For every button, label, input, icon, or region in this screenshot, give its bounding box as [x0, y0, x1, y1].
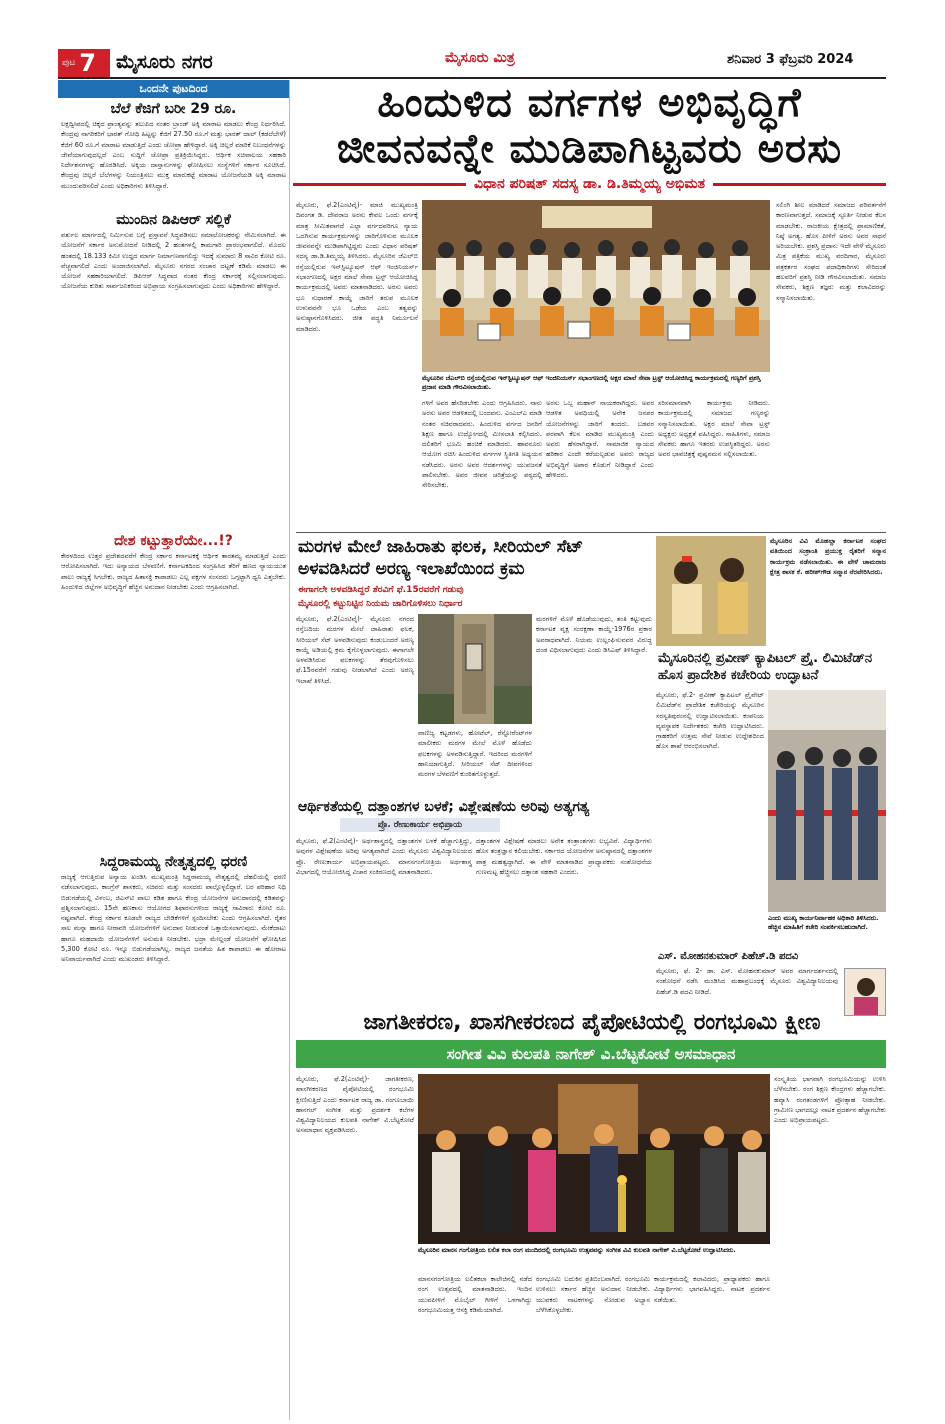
lead-right-column: ಸಲಿಂಗಿ ಶೀಲ ಮಾಡಿದರೆ ಸಮಾಜದ ಪರಿವರ್ತನೆಗೆ ಕಾರಣವಾಗುತ್ತದೆ. ಸಮಾಜಕ್ಕೆ ಸ್ಫೂರ್ತಿ ನೀಡುವ ಕೆಲಸ ಮಾಡಬೇಕು. ರಾಜಕೀಯ ಕ್ಷೇತ್ರದಲ್ಲಿ ಪ್ರಾಮಾಣಿಕತೆ, ನಿಷ್ಠೆ ಅಗತ್ಯ. ಹೊಸ ಪೀಳಿಗೆ ಅರಸು ಅವರ ಸಾಧನೆ ಅರಿಯಬೇಕು. ಪ್ರಶಸ್ತಿ ಪ್ರದಾನ: ಇದೇ ವೇಳೆ ಮೈಸೂರು ಮಿತ್ರ ಪತ್ರಿಕೆಯ ಮುಖ್ಯ ವರದಿಗಾರ, ಮೈಸೂರು ಪತ್ರಕರ್ತರ ಸಂಘದ ಪದಾಧಿಕಾರಿಗಳು ಸೇರಿದಂತೆ ಹಲವರಿಗೆ ಪ್ರಶಸ್ತಿ ನೀಡಿ ಗೌರವಿಸಲಾಯಿತು. ಸಮಾಜ ಸೇವಕರು, ಶಿಕ್ಷಣ ತಜ್ಞರು ಮತ್ತು ಕಲಾವಿದರನ್ನು ಸನ್ಮಾನಿಸಲಾಯಿತು. [776, 201, 886, 302]
page-label: ಪುಟ [62, 57, 76, 68]
theatre-column-3: ರಂಗಭೂಮಿ ಬದುಕಿನ ಪ್ರತಿಬಿಂಬವಾಗಿದೆ. ರಂಗಭೂಮಿ ಉಳಿಸಲು ಸರ್ಕಾರ ಹೆಚ್ಚಿನ ಅನುದಾನ ನೀಡಬೇಕು. ಯುವಕರು ನಾಟಕಗಳನ್ನು ನೋಡುವ ಅಭ್ಯಾಸ ಬೆಳೆಸಿಕೊಳ್ಳಬೇಕು. [536, 1275, 650, 1314]
theatre-column-1: ಮೈಸೂರು, ಫೆ.2(ಎಂಟಿವೈ)- ಜಾಗತೀಕರಣ, ಖಾಸಗೀಕರಣದ ಪೈಪೋಟಿಯಲ್ಲಿ ರಂಗಭೂಮಿ ಕ್ಷೀಣಿಸುತ್ತಿದೆ ಎಂದು ಕರ್ನಾಟಕ ರಾಜ್ಯ ಡಾ. ಗಂಗೂಬಾಯಿ ಹಾನಗಲ್ ಸಂಗೀತ ಮತ್ತು ಪ್ರದರ್ಶಕ ಕಲೆಗಳ ವಿಶ್ವವಿದ್ಯಾನಿಲಯದ ಕುಲಪತಿ ನಾಗೇಶ್ ವಿ.ಬೆಟ್ಟಕೋಟೆ ಅಸಮಾಧಾನ ವ್ಯಕ್ತಪಡಿಸಿದರು. [296, 1075, 414, 1135]
phd-notice-body: ಮೈಸೂರು, ಫೆ. 2- ಡಾ. ಎಸ್. ಮೋಹನಕುಮಾರ್ ಅವರ ಮಾರ್ಗದರ್ಶನದಲ್ಲಿ ಸಂಶೋಧನೆ ನಡೆಸಿ ಮಂಡಿಸಿದ ಮಹಾಪ್ರಬಂಧಕ್ಕೆ ಮೈಸೂರು ವಿಶ್ವವಿದ್ಯಾನಿಲಯವು ಪಿಹೆಚ್.ಡಿ ಪದವಿ ನೀಡಿದೆ. [656, 967, 838, 996]
lead-column-2: ಗಳಿಗೆ ಅವರ ಹೆಸರಿಡಬೇಕು ಎಂದು ಆಗ್ರಹಿಸಿದರು. ನಾನು ಅರಸು ಅವರ ಆಡಳಿತದಲ್ಲಿ ಬಂದವನು. ಎಂಎಲ್‌ಎ ಮಾಡಿ ನಂತರ ಸಚಿವರಾದವರು. ಹಿಂದುಳಿದ ವರ್ಗದ ಜನರಿಗೆ ಶಿಕ್ಷಣ ಹಾಗೂ ಉದ್ಯೋಗದಲ್ಲಿ ಮೀಸಲಾತಿ ಕಲ್ಪಿಸಿದರು. ದಲಿತರಿಗೆ ಭೂಮಿ ಹಂಚಿಕೆ ಮಾಡಿದರು. ಹಾವನೂರು ಆಯೋಗ ರಚಿಸಿ ಹಿಂದುಳಿದ ವರ್ಗಗಳ ಸ್ಥಿತಿಗತಿ ಅಧ್ಯಯನ ನಡೆಸಿದರು. ಅರಸು ಅವರ ಆದರ್ಶಗಳನ್ನು ಯುವಜನತೆ ಪಾಲಿಸಬೇಕು. ಅವರ ಜೀವನ ಚರಿತ್ರೆಯನ್ನು ಪಠ್ಯದಲ್ಲಿ ಸೇರಿಸಬೇಕು. [422, 399, 542, 490]
theatre-subhead: ಸಂಗೀತ ವಿವಿ ಕುಲಪತಿ ನಾಗೇಶ್ ವಿ.ಬೆಟ್ಟಕೋಟೆ ಅಸಮಾಧಾನ [296, 1040, 886, 1068]
finance-headline[interactable]: ಆರ್ಥಿಕತೆಯಲ್ಲಿ ದತ್ತಾಂಶಗಳ ಬಳಕೆ; ವಿಶ್ಲೇಷಣೆಯ ಅರಿವು ಅತ್ಯಗತ್ಯ [298, 799, 590, 815]
forest-column-3: ಮರಗಳಿಗೆ ಮೊಳೆ ಹೊಡೆಯುವುದು, ತಂತಿ ಕಟ್ಟುವುದು ಕರ್ನಾಟಕ ವೃಕ್ಷ ಸಂರಕ್ಷಣಾ ಕಾಯ್ದೆ-1976ರ ಪ್ರಕಾರ ಅಪರಾಧವಾಗಿದೆ. ನಿಯಮ ಉಲ್ಲಂಘಿಸುವವರ ವಿರುದ್ಧ ದಂಡ ವಿಧಿಸಲಾಗುವುದು ಎಂದು ಡಿಸಿಎಫ್ ತಿಳಿಸಿದ್ದಾರೆ. [536, 615, 652, 654]
photo-caption: ಮೈಸೂರಿನ ಜೆಎಲ್‌ಬಿ ರಸ್ತೆಯಲ್ಲಿರುವ ಇನ್‌ಸ್ಟಿಟ್ಯೂಷನ್ ಆಫ್ ಇಂಜಿನಿಯರ್ಸ್ ಸಭಾಂಗಣದಲ್ಲಿ ಅಕ್ಷರ ಮಾಲೆ ಸೇವಾ ಟ್ರಸ್ಟ್ ಆಯೋಜಿಸಿದ್ದ ಕಾರ್ಯಕ್ರಮದಲ್ಲಿ ಗಣ್ಯರಿಗೆ ಪ್ರಶಸ್ತಿ ಪ್ರದಾನ ಮಾಡಿ ಗೌರವಿಸಲಾಯಿತು. [422, 374, 761, 391]
lead-subhead-bar [293, 174, 886, 194]
forest-column-2: ವಾಣಿಜ್ಯ ಕಟ್ಟಡಗಳು, ಹೋಟೆಲ್, ರೆಸ್ಟೋರೆಂಟ್‌ಗಳ ಮಾಲೀಕರು ಮರಗಳ ಮೇಲೆ ಮೊಳೆ ಹೊಡೆದು ಫಲಕಗಳನ್ನು ಅಳವಡಿಸುತ್ತಿದ್ದಾರೆ. ಇದರಿಂದ ಮರಗಳಿಗೆ ಹಾನಿಯಾಗುತ್ತಿದೆ. ಸೀರಿಯಲ್ ಸೆಟ್ ದೀಪಗಳಿಂದ ಮರಗಳ ಬೆಳವಣಿಗೆ ಕುಂಠಿತಗೊಳ್ಳುತ್ತದೆ. [418, 729, 532, 779]
lead-column-3: ಅರಸು ಒಬ್ಬ ಮಹಾನ್ ನಾಯಕರಾಗಿದ್ದರು. ಅವರ ಆಡಳಿತ ಅವಧಿಯಲ್ಲಿ ಅನೇಕ ಜನಪರ ಯೋಜನೆಗಳನ್ನು ಜಾರಿಗೆ ತಂದರು. ಬಡವರ ಪರವಾಗಿ ಕೆಲಸ ಮಾಡಿದ ಮುಖ್ಯಮಂತ್ರಿ ಎಂದು ಅವರು ಹೆಸರಾಗಿದ್ದಾರೆ. ಸಾಮಾಜಿಕ ನ್ಯಾಯದ ಹರಿಕಾರ ಎಂದೇ ಕರೆಯಲ್ಪಡುವ ಅವರು ರಾಜ್ಯದ ಅಭಿವೃದ್ಧಿಗೆ ಅಪಾರ ಕೊಡುಗೆ ನೀಡಿದ್ದಾರೆ ಎಂದು ಹೇಳಿದರು. [546, 399, 654, 480]
office-column-1: ಮೈಸೂರು, ಫೆ.2- ಪ್ರವೀಣ್ ಕ್ಯಾಪಿಟಲ್ ಪ್ರೈವೇಟ್ ಲಿಮಿಟೆಡ್‌ನ ಪ್ರಾದೇಶಿಕ ಕಚೇರಿಯನ್ನು ಮೈಸೂರಿನ ಸರಸ್ವತಿಪುರಂನಲ್ಲಿ ಉದ್ಘಾಟಿಸಲಾಯಿತು. ಕಂಪನಿಯ ವ್ಯವಸ್ಥಾಪಕ ನಿರ್ದೇಶಕರು ಕಚೇರಿ ಉದ್ಘಾಟಿಸಿದರು. ಗ್ರಾಹಕರಿಗೆ ಉತ್ತಮ ಸೇವೆ ನೀಡುವ ಉದ್ದೇಶದಿಂದ ಹೊಸ ಶಾಖೆ ಆರಂಭಿಸಲಾಗಿದೆ. [656, 691, 764, 751]
office-photo-caption: ಎಂದು ಮುಖ್ಯ ಕಾರ್ಯನಿರ್ವಾಹಕ ಅಧಿಕಾರಿ ತಿಳಿಸಿದರು. ಹೆಚ್ಚಿನ ಮಾಹಿತಿಗೆ ಕಚೇರಿ ಸಂಪರ್ಕಿಸಬಹುದಾಗಿದೆ. [768, 914, 879, 931]
masthead [0, 0, 945, 78]
office-inauguration-photo [768, 690, 886, 912]
section-divider [296, 532, 886, 533]
theatre-festival-photo [418, 1074, 770, 1244]
page-badge [58, 49, 110, 77]
story-body: ಕೇರಳದಿಂದ ಉತ್ತರ ಪ್ರದೇಶದವರೆಗೆ ಕೇಂದ್ರ ಸರ್ಕಾರ ಕರ್ನಾಟಕಕ್ಕೆ ಆರ್ಥಿಕ ತಾರತಮ್ಯ ಮಾಡುತ್ತಿದೆ ಎಂದು ಆರೋಪಿಸಲಾಗಿದೆ. ಇದು ಅನ್ಯಾಯದ ಬೆಳವಣಿಗೆ. ಕರ್ನಾಟಕದಿಂದ ಸಂಗ್ರಹಿಸಿದ ತೆರಿಗೆ ಹಣದ ನ್ಯಾಯಯುತ ಪಾಲು ರಾಜ್ಯಕ್ಕೆ ಸಿಗಬೇಕು. ರಾಜ್ಯದ ಹಿತಾಸಕ್ತಿ ಕಾಪಾಡಲು ಎಲ್ಲ ಪಕ್ಷಗಳ ಸಂಸದರು ಒಗ್ಗಟ್ಟಾಗಿ ಧ್ವನಿ ಎತ್ತಬೇಕು. ಹಿಂದುಳಿದ ಜಿಲ್ಲೆಗಳ ಅಭಿವೃದ್ಧಿಗೆ ಹೆಚ್ಚಿನ ಅನುದಾನ ನೀಡಬೇಕು ಎಂದು ಆಗ್ರಹಿಸಲಾಗಿದೆ. [61, 552, 286, 591]
subhead-rule [293, 183, 466, 186]
newspaper-name: ಮೈಸೂರು ಮಿತ್ರ [445, 50, 515, 66]
story-body: ರಾಜ್ಯಕ್ಕೆ ಆಗುತ್ತಿರುವ ಅನ್ಯಾಯ ಖಂಡಿಸಿ ಮುಖ್ಯಮಂತ್ರಿ ಸಿದ್ದರಾಮಯ್ಯ ನೇತೃತ್ವದಲ್ಲಿ ದೆಹಲಿಯಲ್ಲಿ ಧರಣಿ ನಡೆಸಲಾಗುವುದು. ಕಾಂಗ್ರೆಸ್ ಶಾಸಕರು, ಸಚಿವರು ಮತ್ತು ಸಂಸದರು ಪಾಲ್ಗೊಳ್ಳಲಿದ್ದಾರೆ. ಬರ ಪರಿಹಾರ ನಿಧಿ ಬಿಡುಗಡೆಯಲ್ಲಿ ವಿಳಂಬ, ಜಿಎಸ್‌ಟಿ ಪಾಲು ಕಡಿತ ಹಾಗೂ ಕೇಂದ್ರ ಯೋಜನೆಗಳ ಅನುದಾನದಲ್ಲಿ ಕಡಿತವನ್ನು ಪ್ರಶ್ನಿಸಲಾಗುವುದು. 15ನೇ ಹಣಕಾಸು ಆಯೋಗದ ಶಿಫಾರಸುಗಳಿಂದ ರಾಜ್ಯಕ್ಕೆ ಸಾವಿರಾರು ಕೋಟಿ ರೂ. ನಷ್ಟವಾಗಿದೆ. ಕೇಂದ್ರ ಸರ್ಕಾರ ಕೂಡಲೇ ರಾಜ್ಯದ ಬೇಡಿಕೆಗಳಿಗೆ ಸ್ಪಂದಿಸಬೇಕು ಎಂದು ಆಗ್ರಹಿಸಲಾಗಿದೆ. ರೈತರ ಸಾಲ ಮನ್ನಾ ಹಾಗೂ ನೀರಾವರಿ ಯೋಜನೆಗಳಿಗೆ ಅನುದಾನ ನೀಡುವಂತೆ ಒತ್ತಾಯಿಸಲಾಗುವುದು. ಮೇಕೆದಾಟು ಹಾಗೂ ಮಹದಾಯಿ ಯೋಜನೆಗಳಿಗೆ ಅನುಮತಿ ನೀಡಬೇಕು. ಭದ್ರಾ ಮೇಲ್ದಂಡೆ ಯೋಜನೆಗೆ ಘೋಷಿಸಿದ 5,300 ಕೋಟಿ ರೂ. ಇನ್ನೂ ಬಿಡುಗಡೆಯಾಗಿಲ್ಲ. ರಾಜ್ಯದ ಜನತೆಯ ಹಿತ ಕಾಪಾಡಲು ಈ ಹೋರಾಟ ಅನಿವಾರ್ಯವಾಗಿದೆ ಎಂದು ಮುಖಂಡರು ತಿಳಿಸಿದ್ದಾರೆ. [61, 873, 286, 964]
story-headline[interactable]: ಮುಂದಿನ ಡಿಪಿಆರ್ ಸಲ್ಲಿಕೆ [116, 212, 231, 228]
forest-column-1: ಮೈಸೂರು, ಫೆ.2(ಎಂಟಿವೈ)- ಮೈಸೂರು ನಗರದ ರಸ್ತೆಬದಿಯ ಮರಗಳ ಮೇಲೆ ಜಾಹಿರಾತು ಫಲಕ, ಸೀರಿಯಲ್ ಸೆಟ್ ಅಳವಡಿಸುವುದು ಕಂಡುಬಂದರೆ ಅರಣ್ಯ ಕಾಯ್ದೆ ಅಡಿಯಲ್ಲಿ ಕ್ರಮ ಕೈಗೊಳ್ಳಲಾಗುವುದು. ಈಗಾಗಲೇ ಅಳವಡಿಸಿರುವ ಫಲಕಗಳನ್ನು ತೆರವುಗೊಳಿಸಲು ಫೆ.15ರವರೆಗೆ ಗಡುವು ನೀಡಲಾಗಿದೆ ಎಂದು ಅರಣ್ಯ ಇಲಾಖೆ ತಿಳಿಸಿದೆ. [296, 615, 414, 685]
story-headline[interactable]: ಸಿದ್ದರಾಮಯ್ಯ ನೇತೃತ್ವದಲ್ಲಿ ಧರಣಿ [99, 854, 248, 870]
forest-bullet-2: ಮೈಸೂರಲ್ಲಿ ಕಟ್ಟುನಿಟ್ಟಿನ ನಿಯಮ ಜಾರಿಗೊಳಿಸಲು ನಿರ್ಧಾರ [298, 599, 463, 609]
theatre-headline[interactable]: ಜಾಗತೀಕರಣ, ಖಾಸಗೀಕರಣದ ಪೈಪೋಟಿಯಲ್ಲಿ ರಂಗಭೂಮಿ ಕ್ಷೀಣ [363, 1010, 821, 1035]
lead-column-1: ಮೈಸೂರು, ಫೆ.2(ಎಂಟಿವೈ)- ಮಾಜಿ ಮುಖ್ಯಮಂತ್ರಿ ದಿವಂಗತ ಡಿ. ದೇವರಾಜ ಅರಸು ಕೇವಲ ಒಂದು ವರ್ಗಕ್ಕೆ ಮಾತ್ರ ಸೀಮಿತವಾಗದೆ ಎಲ್ಲಾ ವರ್ಗದವರಿಗೂ ನ್ಯಾಯ ಒದಗಿಸುವ ಕಾರ್ಯಕ್ರಮಗಳನ್ನು ಜಾರಿಗೊಳಿಸುವ ಮೂಲಕ ಜೀವನವನ್ನೇ ಮುಡಿಪಾಗಿಟ್ಟಿದ್ದರು ಎಂದು ವಿಧಾನ ಪರಿಷತ್ ಸದಸ್ಯ ಡಾ.ಡಿ.ತಿಮ್ಮಯ್ಯ ತಿಳಿಸಿದರು. ಮೈಸೂರಿನ ಜೆಎಲ್‌ಬಿ ರಸ್ತೆಯಲ್ಲಿರುವ ಇನ್‌ಸ್ಟಿಟ್ಯೂಷನ್ ಆಫ್ ಇಂಜಿನಿಯರ್ಸ್ ಸಭಾಂಗಣದಲ್ಲಿ ಅಕ್ಷರ ಮಾಲೆ ಸೇವಾ ಟ್ರಸ್ಟ್ ಆಯೋಜಿಸಿದ್ದ ಕಾರ್ಯಕ್ರಮದಲ್ಲಿ ಅವರು ಮಾತನಾಡಿದರು. ಅರಸು ಅವರು ಭೂ ಸುಧಾರಣೆ ಕಾಯ್ದೆ ಜಾರಿಗೆ ತರುವ ಮೂಲಕ ಉಳುವವನೇ ಭೂ ಒಡೆಯ ಎಂಬ ತತ್ವವನ್ನು ಅನುಷ್ಠಾನಗೊಳಿಸಿದರು. ಜೀತ ಪದ್ಧತಿ ನಿರ್ಮೂಲನೆ ಮಾಡಿದರು. [296, 201, 418, 333]
lead-subhead: ವಿಧಾನ ಪರಿಷತ್ ಸದಸ್ಯ ಡಾ. ಡಿ.ತಿಮ್ಮಯ್ಯ ಅಭಿಮತ [473, 176, 706, 192]
theatre-column-4: ಕಾರ್ಯಕ್ರಮದಲ್ಲಿ ಕಲಾವಿದರು, ಪ್ರಾಧ್ಯಾಪಕರು ಹಾಗೂ ವಿದ್ಯಾರ್ಥಿಗಳು ಭಾಗವಹಿಸಿದ್ದರು. ನಾಟಕ ಪ್ರದರ್ಶನ ನಡೆಯಿತು. [654, 1275, 770, 1304]
theatre-right-column: ಸಂಸ್ಕೃತಿಯ ಭಾಗವಾಗಿ ರಂಗಭೂಮಿಯನ್ನು ಉಳಿಸಿ ಬೆಳೆಸಬೇಕು. ರಂಗ ಶಿಕ್ಷಣ ಕೇಂದ್ರಗಳು ಹೆಚ್ಚಾಗಬೇಕು. ಹವ್ಯಾಸಿ ರಂಗತಂಡಗಳಿಗೆ ಪ್ರೋತ್ಸಾಹ ನೀಡಬೇಕು. ಗ್ರಾಮೀಣ ಭಾಗದಲ್ಲೂ ನಾಟಕ ಪ್ರದರ್ಶನ ಹೆಚ್ಚಾಗಬೇಕು ಎಂದು ಅಭಿಪ್ರಾಯಪಟ್ಟರು. [774, 1075, 886, 1125]
farmers-felicitation-photo [656, 536, 766, 646]
story-body: ವರ್ತುಲ ಮಾರ್ಗದಲ್ಲಿ ನಿರ್ಮಿಸುವ ಬಗ್ಗೆ ಪ್ರಸ್ತಾವನೆ ಸಿದ್ಧಪಡಿಸಲು ಸಮಾಲೋಚಕರನ್ನು ನೇಮಿಸಲಾಗಿದೆ. ಈ ಯೋಜನೆಗೆ ಸರ್ಕಾರ ಅನುಮೋದನೆ ನೀಡಿದಲ್ಲಿ 2 ಹಂತಗಳಲ್ಲಿ ಕಾಮಗಾರಿ ಪ್ರಾರಂಭವಾಗಲಿದೆ. ಮೊದಲ ಹಂತದಲ್ಲಿ 18.133 ಕಿಮೀ ಉದ್ದದ ಮಾರ್ಗ ನಿರ್ಮಾಣವಾಗಲಿದ್ದು ಇದಕ್ಕೆ ಸುಮಾರು 8 ಸಾವಿರ ಕೋಟಿ ರೂ. ವೆಚ್ಚವಾಗಲಿದೆ ಎಂದು ಅಂದಾಜಿಸಲಾಗಿದೆ. ಮೈಸೂರು ನಗರದ ಸಂಚಾರ ದಟ್ಟಣೆ ಕಡಿಮೆ ಮಾಡಲು ಈ ಯೋಜನೆ ಸಹಕಾರಿಯಾಗಲಿದೆ. ಡಿಪಿಆರ್ ಸಿದ್ಧವಾದ ನಂತರ ಕೇಂದ್ರ ಸರ್ಕಾರಕ್ಕೆ ಸಲ್ಲಿಸಲಾಗುವುದು. ಯೋಜನೆಯ ಕುರಿತು ಸಾರ್ವಜನಿಕರಿಂದ ಅಭಿಪ್ರಾಯ ಸಂಗ್ರಹಿಸಲಾಗುವುದು ಎಂದು ಅಧಿಕಾರಿಗಳು ಹೇಳಿದ್ದಾರೆ. [61, 231, 286, 291]
office-headline[interactable]: ಮೈಸೂರಿನಲ್ಲಿ ಪ್ರವೀಣ್ ಕ್ಯಾಪಿಟಲ್ ಪ್ರೈ. ಲಿಮಿಟೆಡ್‌ನ ಹೊಸ ಪ್ರಾದೇಶಿಕ ಕಚೇರಿಯ ಉದ್ಘಾಟನೆ [658, 651, 873, 683]
finance-column-1: ಮೈಸೂರು, ಫೆ.2(ಎಂಟಿವೈ)- ಅರ್ಥಶಾಸ್ತ್ರದಲ್ಲಿ ದತ್ತಾಂಶಗಳ ಬಳಕೆ ಹೆಚ್ಚಾಗುತ್ತಿದ್ದು, ಅವುಗಳ ವಿಶ್ಲೇಷಣೆಯ ಅರಿವು ಅಗತ್ಯವಾಗಿದೆ ಎಂದು ಮೈಸೂರು ವಿಶ್ವವಿದ್ಯಾನಿಲಯದ ಪ್ರೊ. ರೇಣುಕಾರ್ಯ ಅಭಿಪ್ರಾಯಪಟ್ಟರು. ಮಾನಸಗಂಗೋತ್ರಿಯ ಅರ್ಥಶಾಸ್ತ್ರ ವಿಭಾಗದಲ್ಲಿ ಆಯೋಜಿಸಿದ್ದ ವಿಚಾರ ಸಂಕಿರಣದಲ್ಲಿ ಮಾತನಾಡಿದರು. [296, 837, 472, 876]
theatre-column-2: ಮಾನಸಗಂಗೋತ್ರಿಯ ಲಲಿತಕಲಾ ಕಾಲೇಜಿನಲ್ಲಿ ನಡೆದ ರಂಗ ಉತ್ಸವದಲ್ಲಿ ಮಾತನಾಡಿದರು. ಇಂದಿನ ಯುವಪೀಳಿಗೆ ಮೊಬೈಲ್ ಗೀಳಿಗೆ ಒಳಗಾಗಿದ್ದು ರಂಗಭೂಮಿಯತ್ತ ಆಸಕ್ತಿ ಕಡಿಮೆಯಾಗಿದೆ. [418, 1275, 532, 1314]
lead-column-4: ಸರಿಸಮಾನವಾಗಿ ಕಾರ್ಯಕ್ರಮ ನೀಡಿದರು. ಕಾರ್ಯಕ್ರಮದಲ್ಲಿ ಸಮಾಜದ ಗಣ್ಯರನ್ನು ಸನ್ಮಾನಿಸಲಾಯಿತು. ಅಕ್ಷರ ಮಾಲೆ ಸೇವಾ ಟ್ರಸ್ಟ್ ಅಧ್ಯಕ್ಷರು ಅಧ್ಯಕ್ಷತೆ ವಹಿಸಿದ್ದರು. ಸಾಹಿತಿಗಳು, ಸಮಾಜ ಸೇವಕರು ಹಾಗೂ ಇತರರು ಉಪಸ್ಥಿತರಿದ್ದರು. ಅರಸು ಅವರ ಭಾವಚಿತ್ರಕ್ಕೆ ಪುಷ್ಪನಮನ ಸಲ್ಲಿಸಲಾಯಿತು. [658, 399, 770, 459]
left-column [58, 80, 290, 1420]
finance-column-2: ದತ್ತಾಂಶಗಳ ವಿಶ್ಲೇಷಣೆ ಮಾಡಲು ಅನೇಕ ತಂತ್ರಾಂಶಗಳು ಲಭ್ಯವಿವೆ. ವಿದ್ಯಾರ್ಥಿಗಳು ಹೊಸ ತಂತ್ರಜ್ಞಾನ ಕಲಿಯಬೇಕು. ಸರ್ಕಾರದ ಯೋಜನೆಗಳ ಅನುಷ್ಠಾನದಲ್ಲಿ ದತ್ತಾಂಶಗಳ ಪಾತ್ರ ಮಹತ್ವದ್ದಾಗಿದೆ. ಈ ವೇಳೆ ಮಾತನಾಡಿದ ಪ್ರಾಧ್ಯಾಪಕರು ಸಂಶೋಧನೆಯ ಗುಣಮಟ್ಟ ಹೆಚ್ಚಿಸಲು ದತ್ತಾಂಶ ಸಹಕಾರಿ ಎಂದರು. [476, 837, 652, 876]
story-headline[interactable]: ದೇಶ ಕಟ್ಟುತ್ತಾರೆಯೇ...!? [58, 533, 289, 549]
finance-byline: ಪ್ರೊ. ರೇಣುಕಾರ್ಯ ಅಭಿಪ್ರಾಯ [340, 818, 500, 832]
lead-headline-block [293, 80, 886, 194]
theatre-photo-caption: ಮೈಸೂರಿನ ಮಾನಸ ಗಂಗೋತ್ರಿಯ ಲಲಿತ ಕಲಾ ರಂಗ ಮಂದಿರದಲ್ಲಿ ರಂಗಭೂಮಿ ಉತ್ಸವವನ್ನು ಸಂಗೀತ ವಿವಿ ಕುಲಪತಿ ನಾಗೇಶ್ ವಿ.ಬೆಟ್ಟಕೋಟೆ ಉದ್ಘಾಟಿಸಿದರು. [418, 1246, 736, 1254]
lead-headline-line-2[interactable]: ಜೀವನವನ್ನೇ ಮುಡಿಪಾಗಿಟ್ಟವರು ಅರಸು [336, 126, 843, 172]
story-headline[interactable]: ಬೆಲೆ ಕೆಜಿಗೆ ಬರೀ 29 ರೂ. [110, 101, 237, 117]
right-box-text: ಮೈಸೂರಿನ ವಿವಿ ಮೊಹಲ್ಲಾ ಕರ್ನಾಟಕ ಸಂಘದ ವತಿಯಿಂದ ಸಂಕ್ರಾಂತಿ ಪ್ರಯುಕ್ತ ರೈತರಿಗೆ ಸನ್ಮಾನ ಕಾರ್ಯಕ್ರಮ ನಡೆಸಲಾಯಿತು. ಈ ವೇಳೆ ಚಾಮರಾಜ ಕ್ಷೇತ್ರ ಶಾಸಕ ಕೆ. ಹರೀಶ್‌ಗೌಡ ಸನ್ಮಾನ ನೆರವೇರಿಸಿದರು. [770, 537, 886, 576]
award-ceremony-photo [422, 200, 770, 372]
continued-strip: ಒಂದನೇ ಪುಟದಿಂದ [58, 80, 289, 98]
lead-headline-line-1[interactable]: ಹಿಂದುಳಿದ ವರ್ಗಗಳ ಅಭಿವೃದ್ಧಿಗೆ [377, 80, 802, 126]
story-body: ಲಕ್ಷದ್ವೀಪದಲ್ಲಿ ಚಿಕ್ಕದ ಪ್ರಾಂತ್ಯವನ್ನು ತಲುಪಿದ ನಂತರ ಬ್ರಾಂಡ್ ಅಕ್ಕಿ ಮಾರಾಟ ಮಾಡಲು ಕೇಂದ್ರ ನಿರ್ಧರಿಸಿದೆ. ಕೇಂದ್ರವು ನಾಗರಿಕರಿಗೆ ಭಾರತ್ ಗೋಧಿ ಹಿಟ್ಟನ್ನು ಕೆಜಿಗೆ 27.50 ರೂ.ಗೆ ಮತ್ತು ಭಾರತ್ ದಾಲ್ (ಕಡಲೆಬೇಳೆ) ಕೆಜಿಗೆ 60 ರೂ.ಗೆ ಮಾರಾಟ ಮಾಡುತ್ತಿದೆ ಎಂದು ಚೋಪ್ರಾ ಹೇಳಿದ್ದಾರೆ. ಅಕ್ಕಿ ಚಿಲ್ಲರೆ ಮಾರಿಕೆ ನಿಬಂಧನೆಗಳನ್ನು ಜೇವೆಯಾಗುವುದಲ್ಲದೆ ಎಂಬ ಸುದ್ದಿಗೆ ಚೋಪ್ರಾ ಪ್ರತಿಕ್ರಿಯಿಸಿದ್ದರು. ಆರ್ಥಿಕ ಸಚಿವಾಲಯ ಸಹಕಾರಿ ನಿರ್ದೇಶನಗಳನ್ನು ಹೊರಡಿಸಿದೆ. ಅಕ್ಕಿಯ ದಾಸ್ತಾನುಗಳನ್ನು ಘೋಷಿಸಲು ಸಂಸ್ಥೆಗಳಿಗೆ ಸರ್ಕಾರ ಸೂಚಿಸಿದೆ. ಕೇಂದ್ರವು ಚಿಲ್ಲರೆ ಬೆಲೆಗಳನ್ನು ನಿಯಂತ್ರಿಸಲು ಮುಕ್ತ ಮಾರುಕಟ್ಟೆ ಮಾರಾಟ ಯೋಜನೆಯಡಿ ಅಕ್ಕಿ ಮಾರಾಟ ಮುಂದುವರಿಸಲಿದೆ ಎಂದು ಅಧಿಕಾರಿಗಳು ತಿಳಿಸಿದ್ದಾರೆ. [61, 120, 286, 190]
forest-headline[interactable]: ಮರಗಳ ಮೇಲೆ ಜಾಹಿರಾತು ಫಲಕ, ಸೀರಿಯಲ್ ಸೆಟ್ ಅಳವಡಿಸಿದರೆ ಅರಣ್ಯ ಇಲಾಖೆಯಿಂದ ಕ್ರಮ [298, 537, 584, 579]
masthead-rule [58, 77, 886, 79]
tree-with-signboard-photo [418, 614, 532, 724]
issue-date: ಶನಿವಾರ 3 ಫೆಬ್ರವರಿ 2024 [727, 52, 854, 67]
page-number: 7 [79, 49, 96, 77]
forest-bullet-1: ಈಗಾಗಲೇ ಅಳವಡಿಸಿದ್ದರೆ ತೆರವಿಗೆ ಫೆ.15ರವರೆಗೆ ಗಡುವು [298, 585, 464, 595]
subhead-rule [713, 183, 886, 186]
section-title: ಮೈಸೂರು ನಗರ [116, 51, 213, 73]
phd-notice-headline[interactable]: ಎಸ್. ಮೋಹನಕುಮಾರ್ ಪಿಹೆಚ್.ಡಿ ಪದವಿ [658, 951, 799, 962]
